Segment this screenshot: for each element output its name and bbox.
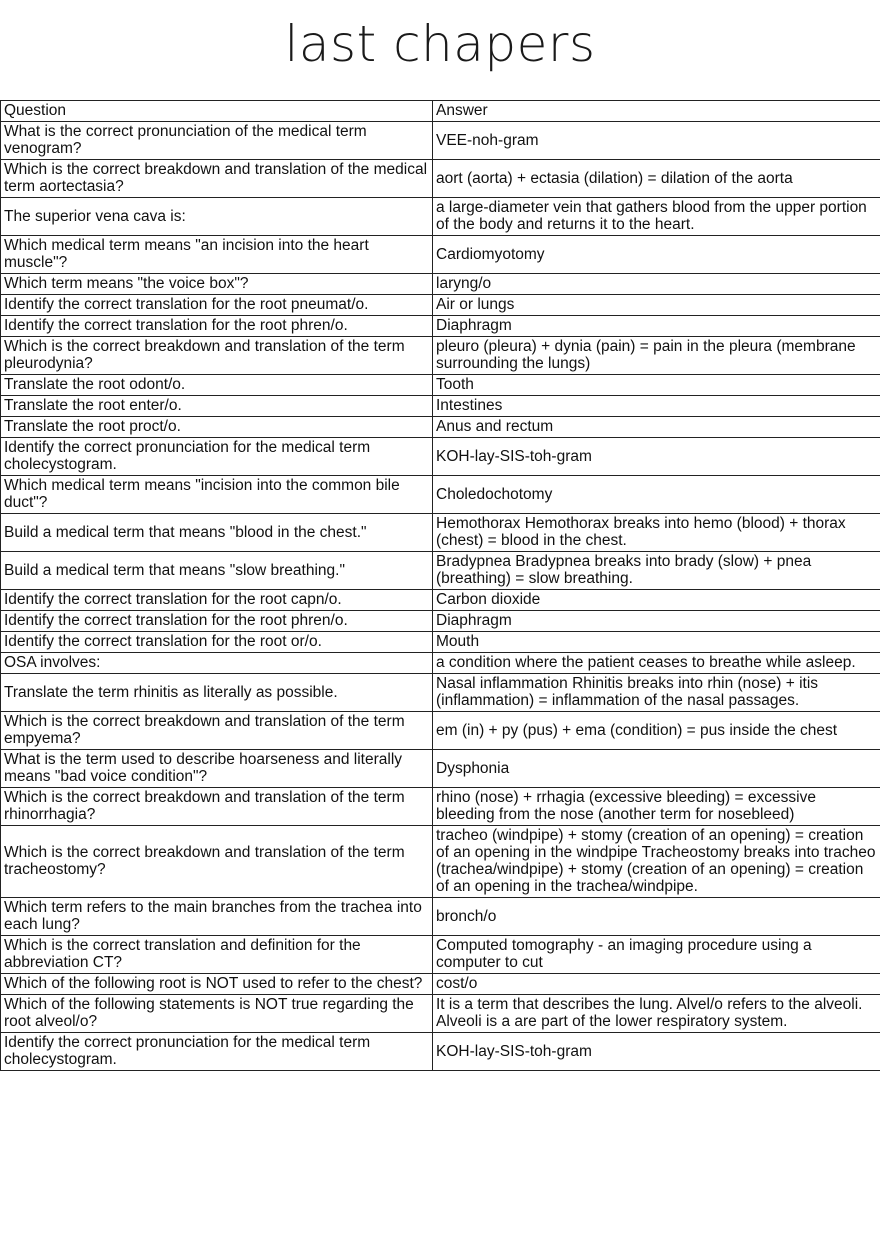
answer-cell: KOH-lay-SIS-toh-gram — [433, 438, 880, 476]
question-cell: Which medical term means "incision into the common bile duct"? — [1, 476, 433, 514]
question-cell: Identify the correct translation for the root pneumat/o. — [1, 295, 433, 316]
table-row — [1, 198, 880, 236]
table-row — [1, 476, 880, 514]
question-cell: OSA involves: — [1, 653, 433, 674]
table-row — [1, 653, 880, 674]
question-cell: Which is the correct breakdown and translation of the term tracheostomy? — [1, 826, 433, 898]
table-row — [1, 337, 880, 375]
question-cell: Translate the root odont/o. — [1, 375, 433, 396]
answer-cell: KOH-lay-SIS-toh-gram — [433, 1033, 880, 1071]
table-row — [1, 974, 880, 995]
page-title: last chapers — [284, 15, 596, 73]
table-row — [1, 1033, 880, 1071]
answer-cell: a condition where the patient ceases to breathe while asleep. — [433, 653, 880, 674]
question-cell: Which medical term means "an incision into the heart muscle"? — [1, 236, 433, 274]
question-cell: What is the correct pronunciation of the medical term venogram? — [1, 122, 433, 160]
answer-cell: VEE-noh-gram — [433, 122, 880, 160]
question-cell: Identify the correct pronunciation for the medical term cholecystogram. — [1, 438, 433, 476]
question-cell: Identify the correct translation for the root or/o. — [1, 632, 433, 653]
question-cell: Which is the correct breakdown and translation of the term empyema? — [1, 712, 433, 750]
answer-cell: bronch/o — [433, 898, 880, 936]
table-row — [1, 295, 880, 316]
answer-cell: Computed tomography - an imaging procedure using a computer to cut — [433, 936, 880, 974]
question-cell: Identify the correct translation for the root capn/o. — [1, 590, 433, 611]
question-cell: The superior vena cava is: — [1, 198, 433, 236]
column-header-answer: Answer — [433, 101, 880, 122]
answer-cell: cost/o — [433, 974, 880, 995]
table-row — [1, 590, 880, 611]
answer-cell: Bradypnea Bradypnea breaks into brady (slow) + pnea (breathing) = slow breathing. — [433, 552, 880, 590]
answer-cell: Anus and rectum — [433, 417, 880, 438]
question-cell: Translate the root proct/o. — [1, 417, 433, 438]
question-cell: Which of the following statements is NOT true regarding the root alveol/o? — [1, 995, 433, 1033]
table-row — [1, 316, 880, 337]
answer-cell: Air or lungs — [433, 295, 880, 316]
table-row — [1, 826, 880, 898]
table-row — [1, 936, 880, 974]
answer-cell: em (in) + py (pus) + ema (condition) = pus inside the chest — [433, 712, 880, 750]
question-cell: Which is the correct translation and definition for the abbreviation CT? — [1, 936, 433, 974]
answer-cell: Hemothorax Hemothorax breaks into hemo (blood) + thorax (chest) = blood in the chest. — [433, 514, 880, 552]
answer-cell: Carbon dioxide — [433, 590, 880, 611]
question-cell: Translate the term rhinitis as literally as possible. — [1, 674, 433, 712]
answer-cell: Mouth — [433, 632, 880, 653]
table-row — [1, 160, 880, 198]
answer-cell: laryng/o — [433, 274, 880, 295]
table-row — [1, 552, 880, 590]
table-row — [1, 514, 880, 552]
answer-cell: tracheo (windpipe) + stomy (creation of an opening) = creation of an opening in the windpipe Tracheostomy breaks into tracheo (trachea/windpipe) + stomy (creation of an opening) = creation of an opening in the trachea/windpipe. — [433, 826, 880, 898]
answer-cell: Diaphragm — [433, 611, 880, 632]
answer-cell: Nasal inflammation Rhinitis breaks into rhin (nose) + itis (inflammation) = inflammation of the nasal passages. — [433, 674, 880, 712]
table-row — [1, 438, 880, 476]
answer-cell: a large-diameter vein that gathers blood from the upper portion of the body and returns it to the heart. — [433, 198, 880, 236]
answer-cell: Choledochotomy — [433, 476, 880, 514]
table-row — [1, 236, 880, 274]
question-cell: Build a medical term that means "blood in the chest." — [1, 514, 433, 552]
question-cell: Which is the correct breakdown and translation of the term rhinorrhagia? — [1, 788, 433, 826]
answer-cell: pleuro (pleura) + dynia (pain) = pain in the pleura (membrane surrounding the lungs) — [433, 337, 880, 375]
table-row — [1, 122, 880, 160]
table-row — [1, 674, 880, 712]
answer-cell: rhino (nose) + rrhagia (excessive bleeding) = excessive bleeding from the nose (another term for nosebleed) — [433, 788, 880, 826]
table-row — [1, 274, 880, 295]
table-row — [1, 396, 880, 417]
question-cell: Which is the correct breakdown and translation of the term pleurodynia? — [1, 337, 433, 375]
question-cell: Identify the correct pronunciation for the medical term cholecystogram. — [1, 1033, 433, 1071]
question-cell: Build a medical term that means "slow breathing." — [1, 552, 433, 590]
table-row — [1, 712, 880, 750]
table-row — [1, 375, 880, 396]
column-header-question: Question — [1, 101, 433, 122]
table-row — [1, 995, 880, 1033]
qa-table — [0, 100, 880, 1071]
question-cell: Identify the correct translation for the root phren/o. — [1, 316, 433, 337]
question-cell: Which of the following root is NOT used to refer to the chest? — [1, 974, 433, 995]
table-row — [1, 750, 880, 788]
answer-cell: Diaphragm — [433, 316, 880, 337]
table-row — [1, 611, 880, 632]
answer-cell: Tooth — [433, 375, 880, 396]
question-cell: Which term refers to the main branches from the trachea into each lung? — [1, 898, 433, 936]
answer-cell: aort (aorta) + ectasia (dilation) = dilation of the aorta — [433, 160, 880, 198]
table-header-row — [1, 101, 880, 122]
question-cell: Identify the correct translation for the root phren/o. — [1, 611, 433, 632]
table-row — [1, 898, 880, 936]
question-cell: Which term means "the voice box"? — [1, 274, 433, 295]
answer-cell: It is a term that describes the lung. Alvel/o refers to the alveoli. Alveoli is a are part of the lower respiratory system. — [433, 995, 880, 1033]
table-row — [1, 632, 880, 653]
answer-cell: Cardiomyotomy — [433, 236, 880, 274]
table-row — [1, 417, 880, 438]
answer-cell: Intestines — [433, 396, 880, 417]
question-cell: Translate the root enter/o. — [1, 396, 433, 417]
table-row — [1, 788, 880, 826]
question-cell: Which is the correct breakdown and translation of the medical term aortectasia? — [1, 160, 433, 198]
question-cell: What is the term used to describe hoarseness and literally means "bad voice condition"? — [1, 750, 433, 788]
answer-cell: Dysphonia — [433, 750, 880, 788]
